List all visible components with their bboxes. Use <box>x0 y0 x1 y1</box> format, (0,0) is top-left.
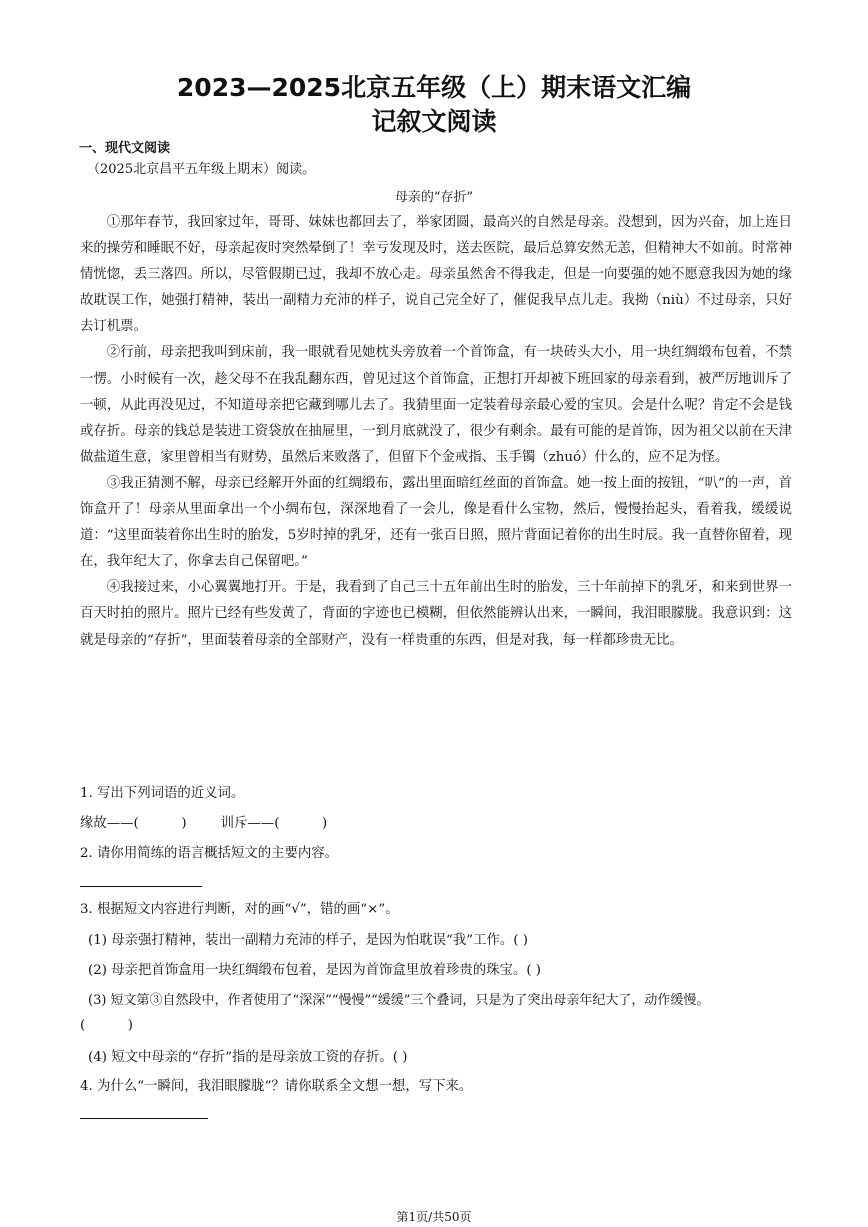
paragraph-2: ②行前，母亲把我叫到床前，我一眼就看见她枕头旁放着一个首饰盒，有一块砖头大小，用一块红绸缎布包着，不禁一愣。小时候有一次，趁父母不在我乱翻东西，曾见过这个首饰盒，正想打开却被下班回家的母亲看到，被严厉地训斥了一顿，从此再没见过，不知道母亲把它藏到哪儿去了。我猜里面一定装着母亲最心爱的宝贝。会是什么呢？肯定不会是钱或存折。母亲的钱总是装进工资袋放在抽屉里，一到月底就没了，很少有剩余。最有可能的是首饰，因为祖父以前在天津做盐道生意，家里曾相当有财势，虽然后来败落了，但留下个金戒指、玉手镯（zhuó）什么的，应不足为怪。 <box>80 345 792 465</box>
answer-line-4[interactable] <box>80 1118 208 1119</box>
source-note: （2025北京昌平五年级上期末）阅读。 <box>87 162 316 177</box>
question-3-item-3: (3) 短文第③自然段中，作者使用了“深深”“慢慢”“缓缓”三个叠词，只是为了突出母亲年纪大了，动作缓慢。 <box>88 993 710 1008</box>
question-3-item-2: (2) 母亲把首饰盒用一块红绸缎布包着，是因为首饰盒里放着珍贵的珠宝。( ) <box>88 963 542 978</box>
question-3-item-4: (4) 短文中母亲的“存折”指的是母亲放工资的存折。( ) <box>88 1050 408 1065</box>
question-3: 3. 根据短文内容进行判断，对的画“√”，错的画“×”。 <box>80 902 399 917</box>
paragraph-4: ④我接过来，小心翼翼地打开。于是，我看到了自己三十五年前出生时的胎发，三十年前掉下的乳牙，和来到世界一百天时拍的照片。照片已经有些发黄了，背面的字迹也已模糊，但依然能辨认出来，一瞬间，我泪眼朦胧。我意识到：这就是母亲的“存折”，里面装着母亲的全部财产，没有一样贵重的东西，但是对我，每一样都珍贵无比。 <box>80 580 792 648</box>
section-heading: 一、现代文阅读 <box>79 141 171 156</box>
paragraph-3: ③我正猜测不解，母亲已经解开外面的红绸缎布，露出里面暗红丝面的首饰盒。她一按上面的按钮，“叭”的一声，首饰盒开了！母亲从里面拿出一个小绸布包，深深地看了一会儿，像是看什么宝物，然后，慢慢抬起头，看着我，缓缓说道：“这里面装着你出生时的胎发，5岁时掉的乳牙，还有一张百日照，照片背面记着你的出生时辰。我一直替你留着，现在，我年纪大了，你拿去自己保留吧。” <box>80 475 792 570</box>
document-subtitle: 记叙文阅读 <box>371 107 497 136</box>
question-2: 2. 请你用简练的语言概括短文的主要内容。 <box>80 846 339 861</box>
paragraph-1: ①那年春节，我回家过年，哥哥、妹妹也都回去了，举家团圆，最高兴的自然是母亲。没想到，因为兴奋，加上连日来的操劳和睡眠不好，母亲起夜时突然晕倒了！幸亏发现及时，送去医院，最后总算安然无恙，但精神大不如前。时常神情恍惚，丢三落四。所以，尽管假期已过，我却不放心走。母亲虽然舍不得我走，但是一向要强的她不愿意我因为她的缘故耽误工作，她强打精神，装出一副精力充沛的样子，说自己完全好了，催促我早点儿走。我拗（niù）不过母亲，只好去订机票。 <box>80 215 792 335</box>
question-4: 4. 为什么“一瞬间，我泪眼朦胧”？请你联系全文想一想，写下来。 <box>80 1079 473 1094</box>
document-title: 2023—2025北京五年级（上）期末语文汇编 <box>176 73 692 102</box>
article-body <box>80 210 792 654</box>
answer-line-2[interactable] <box>80 886 202 887</box>
question-1: 1. 写出下列词语的近义词。 <box>80 786 245 801</box>
question-1-items: 缘故——( ) 训斥——( ) <box>80 816 328 831</box>
question-3-item-1: (1) 母亲强打精神，装出一副精力充沛的样子，是因为怕耽误“我”工作。( ) <box>88 933 528 948</box>
page-number: 第1页/共50页 <box>396 1210 472 1224</box>
question-3-item-3-paren: ( ) <box>80 1018 134 1033</box>
article-title: 母亲的“存折” <box>394 190 474 205</box>
